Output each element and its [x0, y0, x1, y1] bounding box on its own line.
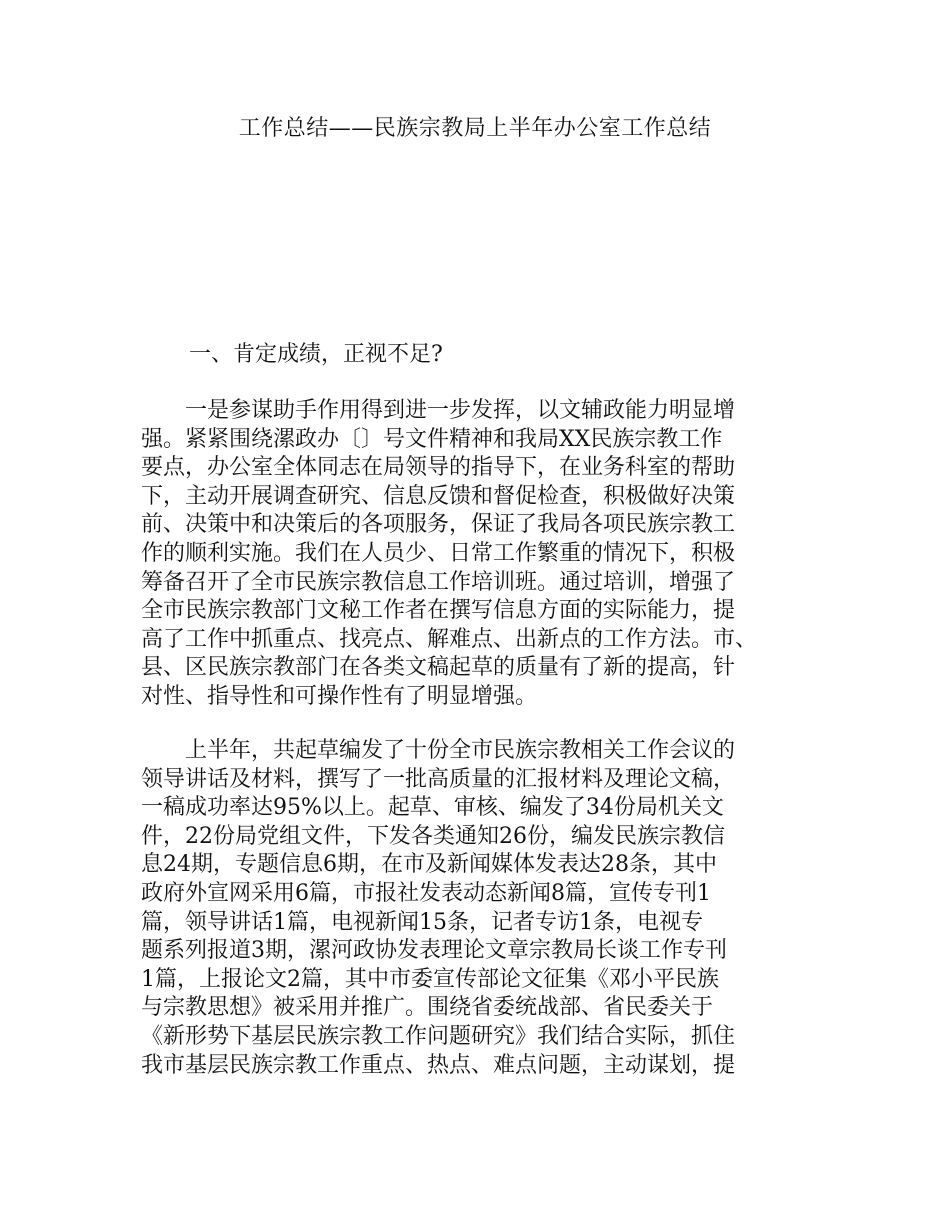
- paragraph-line: 上半年，共起草编发了十份全市民族宗教相关工作会议的: [141, 738, 736, 763]
- paragraph-line: 题系列报道3期，漯河政协发表理论文章宗教局长谈工作专刊: [141, 938, 727, 964]
- paragraph-line: 作的顺利实施。我们在人员少、日常工作繁重的情况下，积极: [141, 540, 736, 566]
- paragraph-line: 要点，办公室全体同志在局领导的指导下，在业务科室的帮助: [141, 455, 736, 481]
- document-title: 工作总结——民族宗教局上半年办公室工作总结: [238, 116, 712, 141]
- paragraph-line: 件，22份局党组文件，下发各类通知26份，编发民族宗教信: [141, 823, 725, 849]
- paragraph-line: 下，主动开展调查研究、信息反馈和督促检查，积极做好决策: [141, 483, 736, 509]
- paragraph-line: 一是参谋助手作用得到进一步发挥，以文辅政能力明显增: [141, 398, 736, 423]
- paragraph-line: 息24期，专题信息6期，在市及新闻媒体发表达28条，其中: [141, 852, 717, 878]
- section-heading: 一、肯定成绩，正视不足?: [189, 342, 443, 367]
- paragraph-line: 《新形势下基层民族宗教工作问题研究》我们结合实际，抓住: [141, 1023, 736, 1049]
- paragraph-line: 对性、指导性和可操作性有了明显增强。: [141, 683, 538, 709]
- paragraph-1: [141, 397, 821, 712]
- paragraph-line: 一稿成功率达95%以上。起草、审核、编发了34份局机关文: [141, 795, 724, 821]
- paragraph-line: 筹备召开了全市民族宗教信息工作培训班。通过培训，增强了: [141, 569, 736, 595]
- paragraph-line: 强。紧紧围绕漯政办〔〕号文件精神和我局XX民族宗教工作: [141, 426, 723, 452]
- paragraph-line: 全市民族宗教部门文秘工作者在撰写信息方面的实际能力，提: [141, 598, 736, 624]
- paragraph-line: 县、区民族宗教部门在各类文稿起草的质量有了新的提高，针: [141, 655, 736, 681]
- paragraph-line: 高了工作中抓重点、找亮点、解难点、出新点的工作方法。市、: [141, 626, 758, 652]
- paragraph-line: 与宗教思想》被采用并推广。围绕省委统战部、省民委关于: [141, 995, 714, 1021]
- paragraph-line: 政府外宣网采用6篇，市报社发表动态新闻8篇，宣传专刊1: [141, 880, 711, 906]
- paragraph-line: 领导讲话及材料，撰写了一批高质量的汇报材料及理论文稿，: [141, 766, 736, 792]
- paragraph-line: 前、决策中和决策后的各项服务，保证了我局各项民族宗教工: [141, 512, 736, 538]
- paragraph-2: [141, 737, 821, 1080]
- paragraph-line: 1篇，上报论文2篇，其中市委宣传部论文征集《邓小平民族: [141, 966, 719, 992]
- paragraph-line: 我市基层民族宗教工作重点、热点、难点问题，主动谋划，提: [141, 1052, 736, 1078]
- paragraph-line: 篇，领导讲话1篇，电视新闻15条，记者专访1条，电视专: [141, 909, 703, 935]
